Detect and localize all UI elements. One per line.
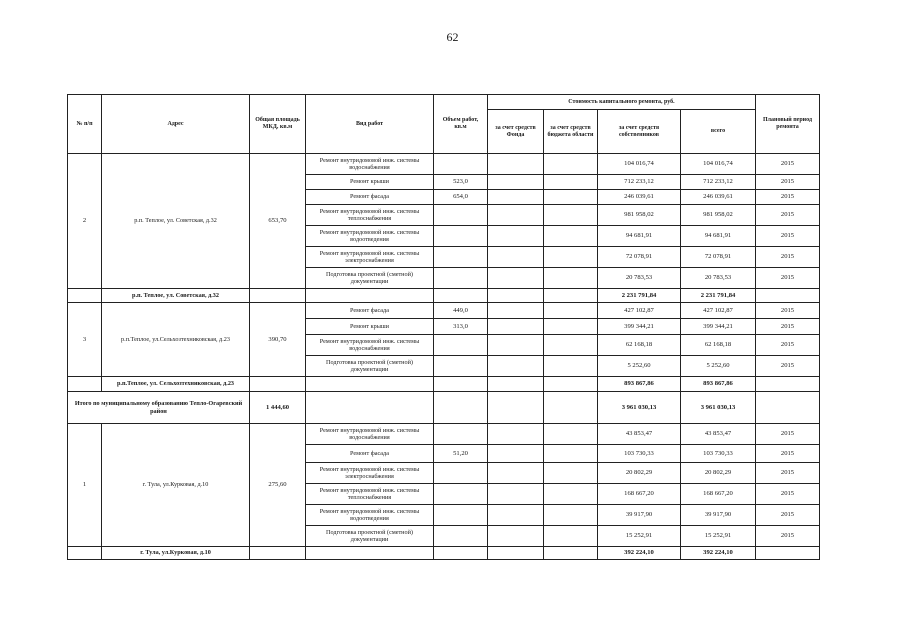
volume-cell: 654,0 (434, 190, 488, 205)
work-type-cell: Ремонт внутридомовой инж. системы водоснабжения (306, 154, 434, 175)
volume-cell (434, 247, 488, 268)
work-type-cell: Подготовка проектной (сметной) документации (306, 526, 434, 547)
total-volume-cell (434, 392, 488, 424)
period-cell: 2015 (756, 335, 820, 356)
table-row (68, 303, 820, 319)
subtotal-owners: 392 224,10 (598, 547, 681, 560)
work-type-cell: Ремонт внутридомовой инж. системы водоотведения (306, 226, 434, 247)
total-cell: 43 853,47 (681, 424, 756, 445)
subtotal-owners: 2 231 791,84 (598, 289, 681, 303)
budget-cell (544, 247, 598, 268)
header-work-type: Вид работ (306, 95, 434, 154)
period-cell: 2015 (756, 319, 820, 335)
municipal-total-owners: 3 961 030,13 (598, 392, 681, 424)
volume-cell: 313,0 (434, 319, 488, 335)
municipal-total-area: 1 444,60 (250, 392, 306, 424)
subtotal-volume-cell (434, 547, 488, 560)
budget-cell (544, 526, 598, 547)
period-cell: 2015 (756, 484, 820, 505)
subtotal-period-cell (756, 377, 820, 392)
period-cell: 2015 (756, 356, 820, 377)
work-type-cell: Подготовка проектной (сметной) документации (306, 356, 434, 377)
subtotal-work-cell (306, 289, 434, 303)
total-fund-cell (488, 392, 544, 424)
fund-cell (488, 226, 544, 247)
period-cell: 2015 (756, 154, 820, 175)
budget-cell (544, 319, 598, 335)
row-area: 390,70 (250, 303, 306, 377)
owners-cell: 62 168,18 (598, 335, 681, 356)
budget-cell (544, 424, 598, 445)
volume-cell (434, 226, 488, 247)
budget-cell (544, 484, 598, 505)
header-volume: Объем работ, кв.м (434, 95, 488, 154)
subtotal-num-cell (68, 377, 102, 392)
total-cell: 72 078,91 (681, 247, 756, 268)
total-cell: 981 958,02 (681, 205, 756, 226)
row-num: 3 (68, 303, 102, 377)
row-address: р.п.Теплое, ул.Сельхозтехниковская, д.23 (102, 303, 250, 377)
total-cell: 94 681,91 (681, 226, 756, 247)
total-work-cell (306, 392, 434, 424)
subtotal-fund-cell (488, 377, 544, 392)
volume-cell (434, 463, 488, 484)
municipal-total-total: 3 961 030,13 (681, 392, 756, 424)
fund-cell (488, 505, 544, 526)
fund-cell (488, 205, 544, 226)
owners-cell: 72 078,91 (598, 247, 681, 268)
fund-cell (488, 445, 544, 463)
work-type-cell: Ремонт внутридомовой инж. системы электроснабжения (306, 247, 434, 268)
budget-cell (544, 505, 598, 526)
row-num: 1 (68, 424, 102, 547)
budget-cell (544, 190, 598, 205)
subtotal-fund-cell (488, 547, 544, 560)
subtotal-work-cell (306, 547, 434, 560)
header-total: всего (681, 110, 756, 154)
header-area: Общая площадь МКД, кв.м (250, 95, 306, 154)
header-fund: за счет средств Фонда (488, 110, 544, 154)
subtotal-total: 893 867,86 (681, 377, 756, 392)
owners-cell: 399 344,21 (598, 319, 681, 335)
header-period: Плановый период ремонта (756, 95, 820, 154)
owners-cell: 20 783,53 (598, 268, 681, 289)
subtotal-label: р.п.Теплое, ул. Сельхозтехниковская, д.23 (102, 377, 250, 392)
subtotal-owners: 893 867,86 (598, 377, 681, 392)
subtotal-volume-cell (434, 377, 488, 392)
owners-cell: 43 853,47 (598, 424, 681, 445)
volume-cell (434, 335, 488, 356)
work-type-cell: Подготовка проектной (сметной) документации (306, 268, 434, 289)
work-type-cell: Ремонт внутридомовой инж. системы водоотведения (306, 505, 434, 526)
fund-cell (488, 154, 544, 175)
row-area: 653,70 (250, 154, 306, 289)
work-type-cell: Ремонт внутридомовой инж. системы электроснабжения (306, 463, 434, 484)
total-cell: 20 783,53 (681, 268, 756, 289)
subtotal-num-cell (68, 289, 102, 303)
owners-cell: 5 252,60 (598, 356, 681, 377)
budget-cell (544, 175, 598, 190)
fund-cell (488, 175, 544, 190)
group-selkhoztekhnikovskaya (68, 303, 820, 392)
owners-cell: 15 252,91 (598, 526, 681, 547)
row-address: г. Тула, ул.Курковая, д.10 (102, 424, 250, 547)
owners-cell: 246 039,61 (598, 190, 681, 205)
subtotal-fund-cell (488, 289, 544, 303)
period-cell: 2015 (756, 505, 820, 526)
budget-cell (544, 268, 598, 289)
period-cell: 2015 (756, 526, 820, 547)
subtotal-row (68, 377, 820, 392)
fund-cell (488, 356, 544, 377)
fund-cell (488, 484, 544, 505)
total-budget-cell (544, 392, 598, 424)
group-sovetskaya (68, 154, 820, 303)
volume-cell (434, 205, 488, 226)
fund-cell (488, 335, 544, 356)
volume-cell (434, 424, 488, 445)
volume-cell: 51,20 (434, 445, 488, 463)
total-cell: 712 233,12 (681, 175, 756, 190)
owners-cell: 20 802,29 (598, 463, 681, 484)
total-period-cell (756, 392, 820, 424)
subtotal-period-cell (756, 547, 820, 560)
owners-cell: 981 958,02 (598, 205, 681, 226)
volume-cell (434, 154, 488, 175)
fund-cell (488, 319, 544, 335)
total-cell: 103 730,33 (681, 445, 756, 463)
budget-cell (544, 356, 598, 377)
fund-cell (488, 268, 544, 289)
owners-cell: 168 667,20 (598, 484, 681, 505)
work-type-cell: Ремонт внутридомовой инж. системы теплоснабжения (306, 484, 434, 505)
owners-cell: 104 016,74 (598, 154, 681, 175)
total-cell: 5 252,60 (681, 356, 756, 377)
subtotal-budget-cell (544, 547, 598, 560)
total-row (68, 392, 820, 424)
header-budget: за счет средств бюджета области (544, 110, 598, 154)
period-cell: 2015 (756, 463, 820, 484)
fund-cell (488, 526, 544, 547)
volume-cell: 523,0 (434, 175, 488, 190)
work-type-cell: Ремонт фасада (306, 445, 434, 463)
period-cell: 2015 (756, 424, 820, 445)
total-cell: 427 102,87 (681, 303, 756, 319)
table-header (68, 95, 820, 154)
header-cost: Стоимость капитального ремонта, руб. (488, 95, 756, 110)
total-cell: 246 039,61 (681, 190, 756, 205)
total-cell: 399 344,21 (681, 319, 756, 335)
total-cell: 39 917,90 (681, 505, 756, 526)
work-type-cell: Ремонт фасада (306, 190, 434, 205)
subtotal-budget-cell (544, 377, 598, 392)
period-cell: 2015 (756, 190, 820, 205)
owners-cell: 94 681,91 (598, 226, 681, 247)
fund-cell (488, 247, 544, 268)
total-cell: 20 802,29 (681, 463, 756, 484)
volume-cell (434, 526, 488, 547)
subtotal-volume-cell (434, 289, 488, 303)
subtotal-total: 392 224,10 (681, 547, 756, 560)
budget-cell (544, 226, 598, 247)
fund-cell (488, 190, 544, 205)
row-address: р.п. Теплое, ул. Советская, д.32 (102, 154, 250, 289)
row-area: 275,60 (250, 424, 306, 547)
subtotal-total: 2 231 791,84 (681, 289, 756, 303)
subtotal-label: р.п. Теплое, ул. Советская, д.32 (102, 289, 250, 303)
budget-cell (544, 303, 598, 319)
budget-cell (544, 463, 598, 484)
fund-cell (488, 303, 544, 319)
table-row (68, 424, 820, 445)
group-tula (68, 424, 820, 560)
fund-cell (488, 463, 544, 484)
work-type-cell: Ремонт фасада (306, 303, 434, 319)
owners-cell: 103 730,33 (598, 445, 681, 463)
subtotal-area-cell (250, 547, 306, 560)
period-cell: 2015 (756, 175, 820, 190)
page-number: 62 (446, 30, 459, 44)
budget-cell (544, 205, 598, 226)
period-cell: 2015 (756, 226, 820, 247)
period-cell: 2015 (756, 268, 820, 289)
header-owners: за счет средств собственников (598, 110, 681, 154)
subtotal-budget-cell (544, 289, 598, 303)
volume-cell (434, 356, 488, 377)
volume-cell (434, 268, 488, 289)
subtotal-area-cell (250, 377, 306, 392)
work-type-cell: Ремонт крыши (306, 175, 434, 190)
work-type-cell: Ремонт крыши (306, 319, 434, 335)
header-num: № п/п (68, 95, 102, 154)
work-type-cell: Ремонт внутридомовой инж. системы водоснабжения (306, 424, 434, 445)
period-cell: 2015 (756, 205, 820, 226)
volume-cell (434, 484, 488, 505)
total-cell: 104 016,74 (681, 154, 756, 175)
municipal-total-label: Итого по муниципальному образованию Тепло-Огаревский район (68, 392, 250, 424)
subtotal-work-cell (306, 377, 434, 392)
work-type-cell: Ремонт внутридомовой инж. системы теплоснабжения (306, 205, 434, 226)
subtotal-period-cell (756, 289, 820, 303)
owners-cell: 712 233,12 (598, 175, 681, 190)
capital-repair-table (67, 94, 820, 560)
subtotal-row (68, 289, 820, 303)
total-cell: 15 252,91 (681, 526, 756, 547)
subtotal-area-cell (250, 289, 306, 303)
row-num: 2 (68, 154, 102, 289)
table-row (68, 154, 820, 175)
owners-cell: 39 917,90 (598, 505, 681, 526)
municipal-total (68, 392, 820, 424)
owners-cell: 427 102,87 (598, 303, 681, 319)
subtotal-label: г. Тула, ул.Курковая, д.10 (102, 547, 250, 560)
volume-cell: 449,0 (434, 303, 488, 319)
period-cell: 2015 (756, 303, 820, 319)
budget-cell (544, 154, 598, 175)
total-cell: 62 168,18 (681, 335, 756, 356)
work-type-cell: Ремонт внутридомовой инж. системы водоснабжения (306, 335, 434, 356)
period-cell: 2015 (756, 247, 820, 268)
fund-cell (488, 424, 544, 445)
header-address: Адрес (102, 95, 250, 154)
volume-cell (434, 505, 488, 526)
subtotal-row (68, 547, 820, 560)
subtotal-num-cell (68, 547, 102, 560)
period-cell: 2015 (756, 445, 820, 463)
total-cell: 168 667,20 (681, 484, 756, 505)
budget-cell (544, 445, 598, 463)
budget-cell (544, 335, 598, 356)
